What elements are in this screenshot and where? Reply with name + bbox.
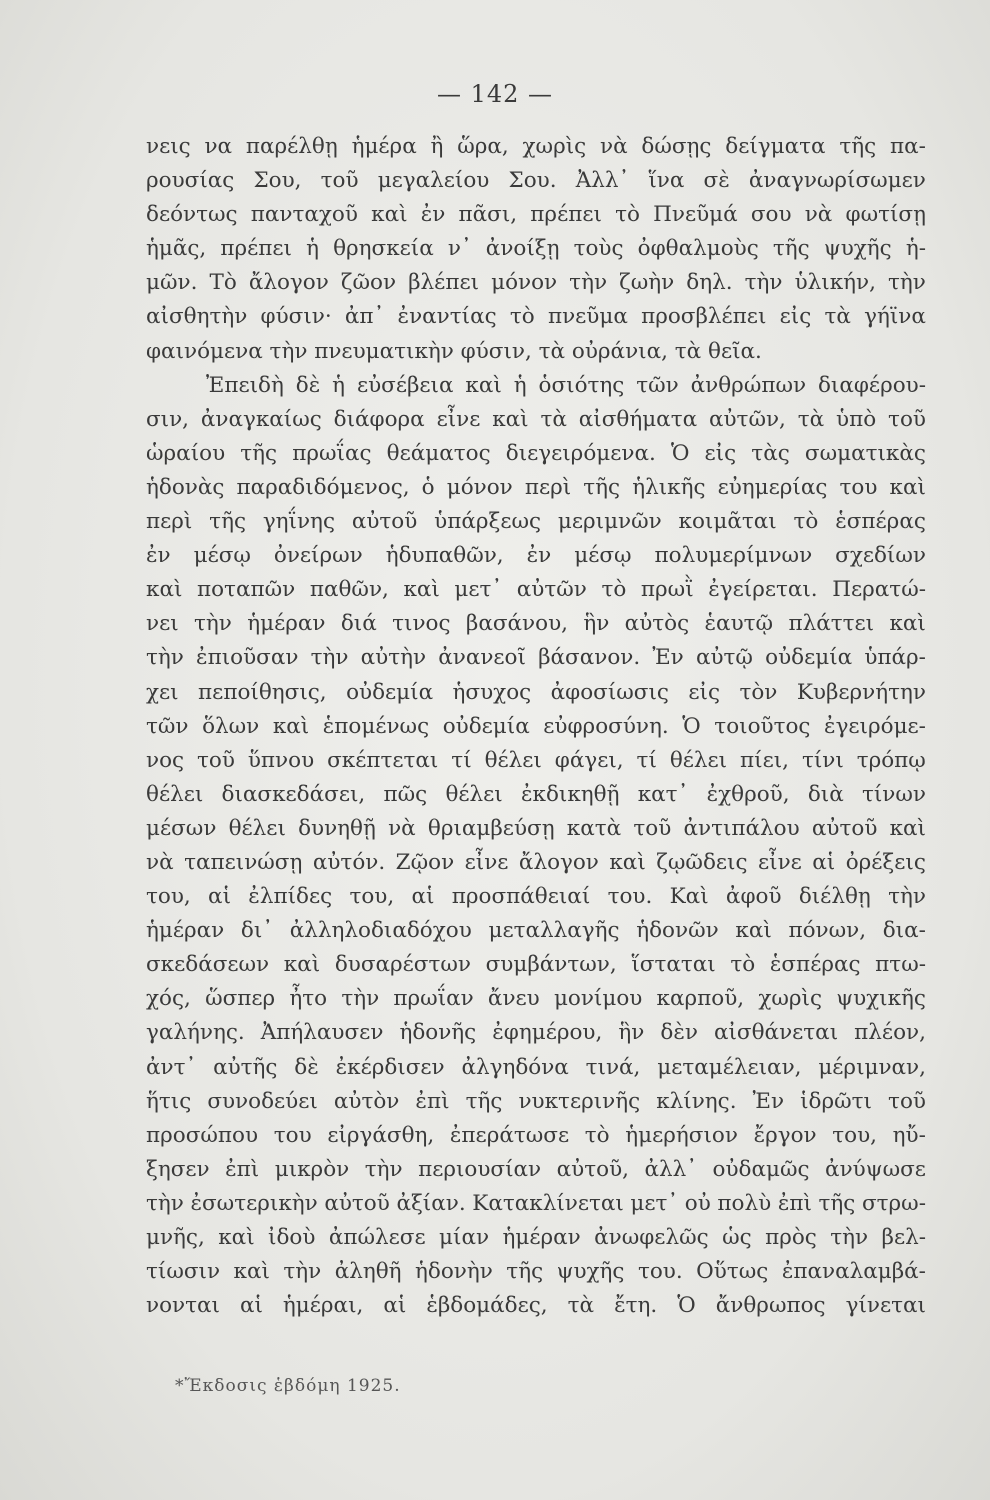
body-text [146,130,926,1323]
text-line: ἀντ᾽ αὐτῆς δὲ ἐκέρδισεν ἀλγηδόνα τινά, μεταμέλειαν, μέριμναν, [146,1054,926,1080]
text-line: αἰσθητὴν φύσιν· ἀπ᾽ ἐναντίας τὸ πνεῦμα προσβλέπει εἰς τὰ γήϊνα [146,304,926,330]
text-line: του, αἱ ἐλπίδες του, αἱ προσπάθειαί του. Καὶ ἀφοῦ διέλθῃ τὴν [146,884,926,910]
text-line: τίωσιν καὶ τὴν ἀληθῆ ἡδονὴν τῆς ψυχῆς του. Οὕτως ἐπαναλαμβά- [146,1259,926,1285]
text-line: μνῆς, καὶ ἰδοὺ ἀπώλεσε μίαν ἡμέραν ἀνωφελῶς ὡς πρὸς τὴν βελ- [146,1225,926,1250]
text-line: ξησεν ἐπὶ μικρὸν τὴν περιουσίαν αὐτοῦ, ἀλλ᾽ οὐδαμῶς ἀνύψωσε [146,1156,926,1182]
footnote: *Ἔκδοσις ἑβδόμη 1925. [175,1376,401,1396]
text-line: χός, ὥσπερ ἦτο τὴν πρωΐαν ἄνευ μονίμου καρποῦ, χωρὶς ψυχικῆς [146,986,926,1012]
text-line: Ἐπειδὴ δὲ ἡ εὐσέβεια καὶ ἡ ὁσιότης τῶν ἀνθρώπων διαφέρου- [206,372,926,398]
text-line: ἥτις συνοδεύει αὐτὸν ἐπὶ τῆς νυκτερινῆς κλίνης. Ἐν ἱδρῶτι τοῦ [146,1088,926,1114]
text-line: σκεδάσεων καὶ δυσαρέστων συμβάντων, ἵσταται τὸ ἑσπέρας πτω- [146,952,926,978]
text-line: νὰ ταπεινώσῃ αὐτόν. Ζῷον εἶνε ἄλογον καὶ ζῳῶδεις εἶνε αἱ ὀρέξεις [146,849,926,875]
text-line: δεόντως πανταχοῦ καὶ ἐν πᾶσι, πρέπει τὸ Πνεῦμά σου νὰ φωτίσῃ [146,202,926,228]
text-line: χει πεποίθησις, οὐδεμία ἡσυχος ἀφοσίωσις εἰς τὸν Κυβερνήτην [146,679,926,705]
text-line: θέλει διασκεδάσει, πῶς θέλει ἐκδικηθῇ κατ᾽ ἐχθροῦ, διὰ τίνων [146,781,926,807]
text-line: καὶ ποταπῶν παθῶν, καὶ μετ᾽ αὐτῶν τὸ πρωῒ ἐγείρεται. Περατώ- [146,577,926,603]
text-line: γαλήνης. Ἀπήλαυσεν ἡδονῆς ἐφημέρου, ἣν δὲν αἰσθάνεται πλέον, [146,1020,926,1046]
text-line: ἡμᾶς, πρέπει ἡ θρησκεία ν᾽ ἀνοίξῃ τοὺς ὀφθαλμοὺς τῆς ψυχῆς ἡ- [146,236,926,262]
text-line: προσώπου του εἰργάσθη, ἐπεράτωσε τὸ ἡμερήσιον ἔργον του, ηὔ- [146,1122,926,1148]
text-line: τὴν ἐπιοῦσαν τὴν αὐτὴν ἀνανεοῖ βάσανον. Ἐν αὐτῷ οὐδεμία ὑπάρ- [146,645,926,671]
text-line: περὶ τῆς γηΐνης αὐτοῦ ὑπάρξεως μεριμνῶν κοιμᾶται τὸ ἑσπέρας [146,509,926,535]
text-line: νει τὴν ἡμέραν διά τινος βασάνου, ἣν αὐτὸς ἑαυτῷ πλάττει καὶ [146,611,926,637]
text-line: τὴν ἐσωτερικὴν αὐτοῦ ἀξίαν. Κατακλίνεται μετ᾽ οὐ πολὺ ἐπὶ τῆς στρω- [146,1190,926,1216]
text-line: ρουσίας Σου, τοῦ μεγαλείου Σου. Ἀλλ᾽ ἵνα σὲ ἀναγνωρίσωμεν [146,168,926,194]
text-line: νονται αἱ ἡμέραι, αἱ ἑβδομάδες, τὰ ἔτη. Ὁ ἄνθρωπος γίνεται [146,1293,926,1319]
text-line: νεις να παρέλθῃ ἡμέρα ἢ ὥρα, χωρὶς νὰ δώσῃς δείγματα τῆς πα- [146,134,926,159]
text-line: ἡμέραν δι᾽ ἀλληλοδιαδόχου μεταλλαγῆς ἡδονῶν καὶ πόνων, δια- [146,918,926,944]
text-line: ἡδονὰς παραδιδόμενος, ὁ μόνον περὶ τῆς ἡλικῆς εὐημερίας του καὶ [146,474,926,500]
text-line: νος τοῦ ὕπνου σκέπτεται τί θέλει φάγει, τί θέλει πίει, τίνι τρόπῳ [146,747,926,773]
text-line: μῶν. Τὸ ἄλογον ζῶον βλέπει μόνον τὴν ζωὴν δηλ. τὴν ὑλικήν, τὴν [146,270,926,296]
page-number: — 142 — [436,80,554,108]
text-line: ὡραίου τῆς πρωΐας θεάματος διεγειρόμενα. Ὁ εἰς τὰς σωματικὰς [146,440,926,466]
text-line: σιν, ἀναγκαίως διάφορα εἶνε καὶ τὰ αἰσθήματα αὐτῶν, τὰ ὑπὸ τοῦ [146,406,926,432]
text-line: μέσων θέλει δυνηθῇ νὰ θριαμβεύσῃ κατὰ τοῦ ἀντιπάλου αὐτοῦ καὶ [146,815,926,841]
text-line: φαινόμενα τὴν πνευματικὴν φύσιν, τὰ οὐράνια, τὰ θεῖα. [146,338,762,364]
text-line: τῶν ὅλων καὶ ἑπομένως οὐδεμία εὐφροσύνη. Ὁ τοιοῦτος ἐγειρόμε- [146,713,926,739]
text-line: ἐν μέσῳ ὀνείρων ἡδυπαθῶν, ἐν μέσῳ πολυμερίμνων σχεδίων [146,543,926,569]
